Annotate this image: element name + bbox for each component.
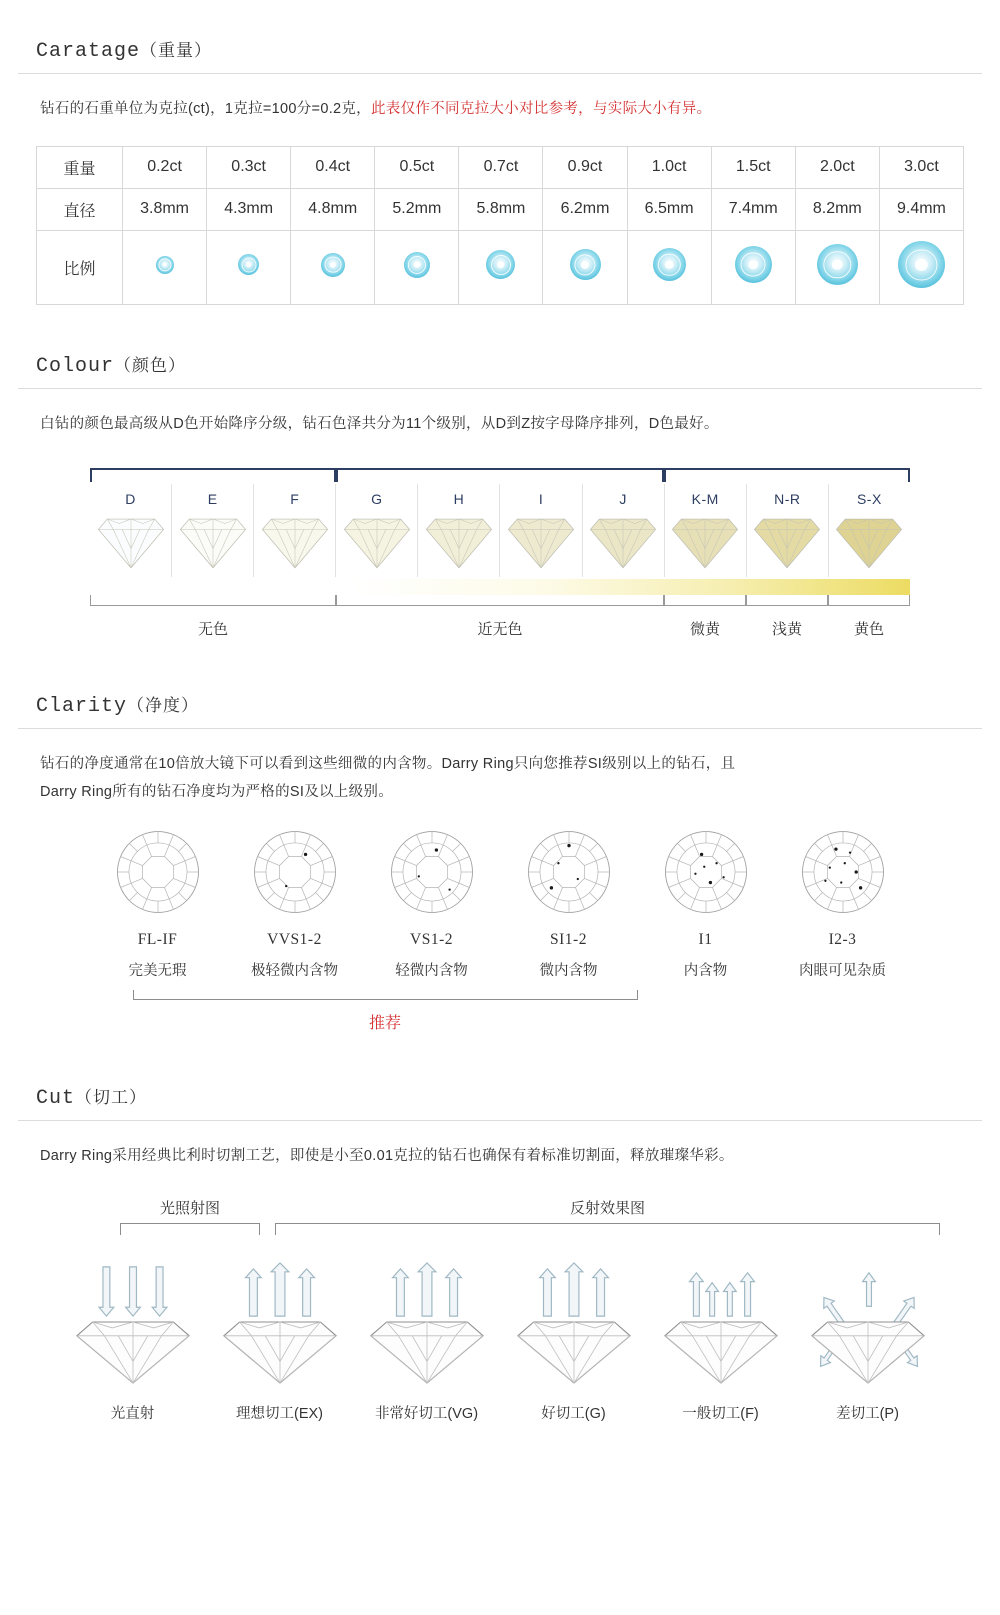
caratage-diameter-cell: 8.2mm — [795, 188, 879, 230]
colour-top-bracket — [336, 468, 664, 482]
colour-grade-label: E — [207, 491, 218, 508]
clarity-intro — [0, 729, 1000, 806]
diamond-illustration — [668, 513, 742, 571]
clarity-diamond-icon — [525, 828, 613, 916]
diamond-illustration — [340, 513, 414, 571]
clarity-item — [226, 828, 363, 980]
colour-grade-label: K-M — [691, 491, 719, 508]
clarity-grade-label: FL-IF — [137, 931, 178, 949]
cut-item — [647, 1259, 794, 1423]
diamond-illustration — [422, 513, 496, 571]
clarity-grade-label: VVS1-2 — [267, 931, 322, 949]
colour-grade-label: H — [453, 491, 465, 508]
cut-item-caption: 非常好切工(VG) — [374, 1405, 479, 1422]
caratage-weight-cell: 0.3ct — [207, 146, 291, 188]
cut-intro — [0, 1121, 1000, 1171]
colour-group-label: 无色 — [197, 621, 228, 639]
caratage-weight-cell: 0.7ct — [459, 146, 543, 188]
caratage-proportion-cell — [627, 230, 711, 304]
diamond-illustration — [176, 513, 250, 571]
clarity-title-cn: （净度） — [127, 696, 200, 716]
caratage-weight-cell: 0.5ct — [375, 146, 459, 188]
diamond-illustration — [504, 513, 578, 571]
caratage-row-label: 直径 — [37, 188, 123, 230]
caratage-proportion-cell — [207, 230, 291, 304]
clarity-items — [0, 806, 1000, 980]
clarity-diamond-icon — [388, 828, 476, 916]
clarity-recommend-bracket — [133, 990, 638, 1000]
caratage-intro-highlight: 此表仅作不同克拉大小对比参考，与实际大小有异。 — [370, 101, 712, 117]
colour-title-cn: （颜色） — [114, 355, 187, 375]
colour-grade-row — [90, 484, 910, 577]
colour-bottom-bracket — [664, 595, 746, 606]
cut-diagram — [657, 1259, 785, 1387]
cut-item-caption: 好切工(G) — [541, 1405, 606, 1422]
diamond-illustration — [94, 513, 168, 571]
clarity-grade-desc: 内含物 — [683, 963, 728, 980]
cut-diagram — [216, 1259, 344, 1387]
caratage-weight-cell: 0.9ct — [543, 146, 627, 188]
cut-diagram — [363, 1259, 491, 1387]
cut-intro-text: Darry Ring采用经典比利时切割工艺，即使是小至0.01克拉的钻石也确保有着标准切割面，释放璀璨华彩。 — [40, 1148, 734, 1165]
caratage-title-cn: （重量） — [140, 41, 213, 60]
clarity-item — [637, 828, 774, 980]
colour-grade-cell — [665, 484, 747, 577]
caratage-proportion-cell — [291, 230, 375, 304]
clarity-diamond-icon — [799, 828, 887, 916]
colour-grade-cell — [500, 484, 582, 577]
cut-title-en: Cut — [36, 1087, 76, 1111]
caratage-weight-cell: 0.2ct — [123, 146, 207, 188]
caratage-diameter-cell: 5.2mm — [375, 188, 459, 230]
caratage-diameter-cell: 4.3mm — [207, 188, 291, 230]
colour-grade-label: J — [619, 491, 627, 508]
diamond-illustration — [258, 513, 332, 571]
colour-bottom-labels — [90, 606, 910, 639]
caratage-diameter-cell: 3.8mm — [123, 188, 207, 230]
caratage-intro — [0, 74, 1000, 124]
diamond-icon — [156, 256, 174, 274]
caratage-proportion-cell — [879, 230, 963, 304]
cut-item — [353, 1259, 500, 1423]
colour-intro-text: 白钻的颜色最高级从D色开始降序分级，钻石色泽共分为11个级别，从D到Z按字母降序排列，D色最好。 — [40, 415, 719, 432]
clarity-intro-line2: Darry Ring所有的钻石净度均为严格的SI及以上级别。 — [40, 783, 393, 800]
colour-grade-cell — [90, 484, 172, 577]
colour-gradient-bar — [90, 579, 910, 595]
clarity-heading — [18, 691, 982, 729]
colour-top-bracket — [90, 468, 336, 482]
colour-bottom-bracket — [746, 595, 828, 606]
cut-item-caption: 差切工(P) — [836, 1405, 899, 1422]
cut-item-caption: 理想切工(EX) — [236, 1405, 323, 1422]
cut-item-caption: 一般切工(F) — [682, 1405, 759, 1422]
cut-item — [500, 1259, 647, 1423]
cut-bracket-left — [120, 1223, 260, 1235]
clarity-grade-label: SI1-2 — [550, 931, 587, 949]
caratage-row — [37, 146, 964, 188]
colour-grade-label: F — [290, 491, 300, 508]
clarity-intro-line1: 钻石的净度通常在10倍放大镜下可以看到这些细微的内含物。Darry Ring只向您推荐SI级别以上的钻石，且 — [40, 756, 736, 773]
caratage-row-label: 比例 — [37, 230, 123, 304]
diamond-icon — [817, 244, 858, 285]
clarity-diamond-icon — [251, 828, 339, 916]
caratage-row — [37, 188, 964, 230]
colour-group-label: 黄色 — [853, 621, 884, 639]
caratage-proportion-cell — [459, 230, 543, 304]
cut-item — [794, 1259, 941, 1423]
colour-bottom-bracket — [336, 595, 664, 606]
caratage-proportion-cell — [795, 230, 879, 304]
caratage-diameter-cell: 6.2mm — [543, 188, 627, 230]
diamond-illustration — [750, 513, 824, 571]
clarity-grade-desc: 肉眼可见杂质 — [799, 963, 886, 980]
caratage-diameter-cell: 5.8mm — [459, 188, 543, 230]
colour-title-en: Colour — [36, 354, 115, 378]
clarity-item — [774, 828, 911, 980]
caratage-proportion-cell — [123, 230, 207, 304]
colour-grade-label: N-R — [774, 491, 801, 508]
clarity-diamond-icon — [114, 828, 202, 916]
caratage-table-wrap — [0, 124, 1000, 305]
diamond-icon — [486, 250, 515, 279]
colour-grade-cell — [336, 484, 418, 577]
colour-group-label: 浅黄 — [771, 621, 802, 639]
caratage-proportion-cell — [543, 230, 627, 304]
diamond-icon — [570, 249, 601, 280]
cut-item-caption: 光直射 — [110, 1405, 155, 1422]
clarity-grade-desc: 微内含物 — [539, 963, 598, 980]
clarity-grade-desc: 极轻微内含物 — [251, 963, 338, 980]
caratage-heading — [18, 36, 982, 74]
diamond-icon — [321, 253, 345, 277]
caratage-title-en: Caratage — [36, 40, 141, 63]
caratage-row — [37, 230, 964, 304]
colour-grade-label: S-X — [856, 491, 882, 508]
cut-bracket-row — [60, 1197, 940, 1253]
colour-bottom-bracket — [828, 595, 910, 606]
caratage-weight-cell: 1.5ct — [711, 146, 795, 188]
cut-bracket-right — [275, 1223, 940, 1235]
colour-scale — [0, 438, 1000, 639]
clarity-grade-label: VS1-2 — [410, 931, 453, 949]
colour-grade-label: G — [371, 491, 383, 508]
diamond-illustration — [832, 513, 906, 571]
cut-bracket-left-label: 光照射图 — [159, 1199, 220, 1217]
colour-grade-cell — [829, 484, 910, 577]
diamond-icon — [898, 241, 945, 288]
colour-grade-label: D — [125, 491, 136, 508]
caratage-row-label: 重量 — [37, 146, 123, 188]
colour-heading — [18, 351, 982, 389]
caratage-weight-cell: 3.0ct — [879, 146, 963, 188]
caratage-diameter-cell: 6.5mm — [627, 188, 711, 230]
colour-intro — [0, 389, 1000, 439]
colour-grade-cell — [172, 484, 254, 577]
cut-diagram — [804, 1259, 932, 1387]
colour-top-bracket — [664, 468, 910, 482]
caratage-weight-cell: 2.0ct — [795, 146, 879, 188]
cut-item — [59, 1259, 206, 1423]
section-clarity — [0, 639, 1000, 1033]
colour-grade-cell — [747, 484, 829, 577]
colour-grade-cell — [254, 484, 336, 577]
cut-item — [206, 1259, 353, 1423]
colour-bottom-bracket — [90, 595, 336, 606]
caratage-weight-cell: 0.4ct — [291, 146, 375, 188]
caratage-weight-cell: 1.0ct — [627, 146, 711, 188]
caratage-intro-text: 钻石的石重单位为克拉(ct)，1克拉=100分=0.2克， — [40, 101, 371, 117]
colour-grade-cell — [583, 484, 665, 577]
section-caratage — [0, 0, 1000, 305]
clarity-item — [89, 828, 226, 980]
cut-items — [0, 1253, 1000, 1423]
clarity-recommend-label: 推荐 — [368, 1015, 401, 1033]
clarity-grade-label: I1 — [698, 931, 713, 949]
diamond-icon — [653, 248, 686, 281]
clarity-item — [363, 828, 500, 980]
section-cut — [0, 1033, 1000, 1423]
colour-grade-label: I — [538, 491, 544, 508]
cut-title-cn: （切工） — [75, 1088, 148, 1108]
diamond-illustration — [586, 513, 660, 571]
colour-group-label: 微黄 — [689, 621, 720, 639]
clarity-diamond-icon — [662, 828, 750, 916]
clarity-grade-desc: 轻微内含物 — [395, 963, 468, 980]
clarity-item — [500, 828, 637, 980]
clarity-grade-desc: 完美无瑕 — [128, 963, 187, 980]
caratage-proportion-cell — [375, 230, 459, 304]
diamond-icon — [404, 252, 430, 278]
clarity-title-en: Clarity — [36, 695, 128, 719]
cut-heading — [18, 1083, 982, 1121]
cut-bracket-right-label: 反射效果图 — [569, 1199, 645, 1217]
colour-group-label: 近无色 — [477, 621, 523, 639]
caratage-diameter-cell: 4.8mm — [291, 188, 375, 230]
section-colour — [0, 305, 1000, 640]
caratage-diameter-cell: 9.4mm — [879, 188, 963, 230]
cut-diagram — [510, 1259, 638, 1387]
cut-diagram — [69, 1259, 197, 1387]
colour-grade-cell — [418, 484, 500, 577]
clarity-grade-label: I2-3 — [828, 931, 857, 949]
diamond-icon — [238, 254, 259, 275]
caratage-proportion-cell — [711, 230, 795, 304]
diamond-icon — [735, 246, 772, 283]
colour-top-brackets — [90, 468, 910, 484]
caratage-table — [36, 146, 964, 305]
colour-bottom-brackets — [90, 595, 910, 606]
caratage-diameter-cell: 7.4mm — [711, 188, 795, 230]
